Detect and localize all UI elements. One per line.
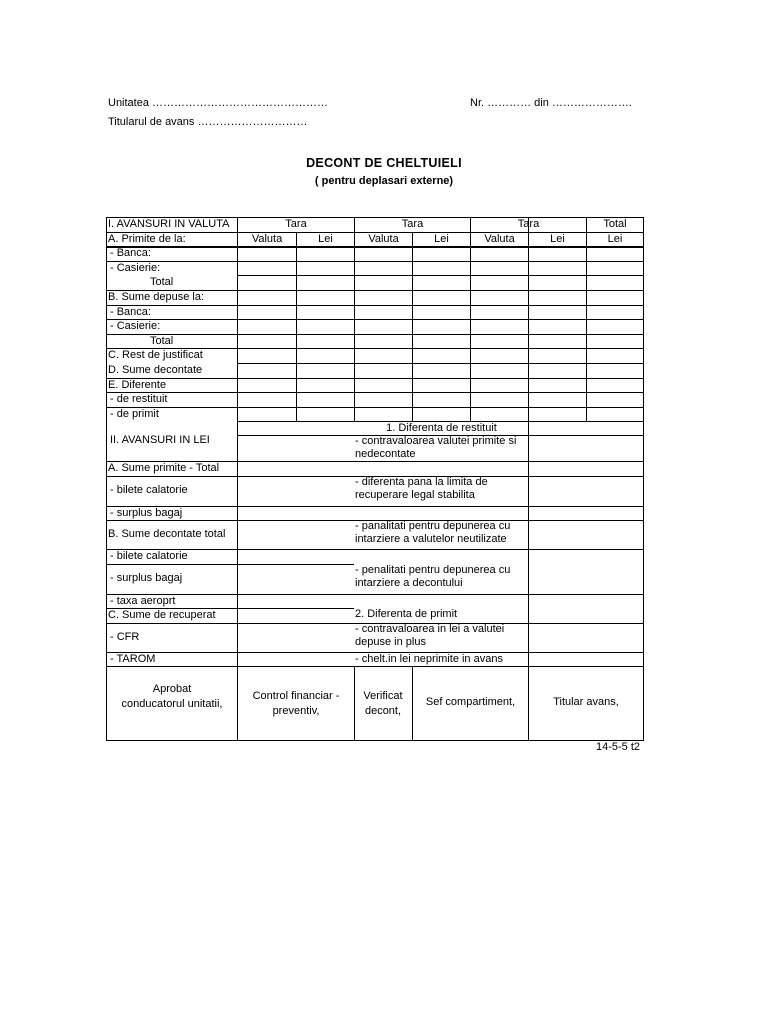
row-banca-1: - Banca: bbox=[110, 247, 151, 259]
signature-control-financiar: Control financiar - preventiv, bbox=[252, 690, 340, 717]
row-banca-2: - Banca: bbox=[110, 306, 151, 318]
col-lei-1: Lei bbox=[318, 233, 333, 245]
col-valuta-3: Valuta bbox=[484, 233, 515, 245]
signature-titular-avans: Titular avans, bbox=[553, 696, 619, 708]
contravaloarea-valutei-depuse: - contravaloarea in lei a valutei depuse in plus bbox=[355, 623, 505, 648]
row-bilete-calatorie-1: - bilete calatorie bbox=[110, 484, 188, 496]
diferenta-limita-recuperare: - diferenta pana la limita de recuperare legal stabilita bbox=[355, 476, 488, 501]
row-taxa-aeroport: - taxa aeroprt bbox=[110, 595, 176, 607]
col-lei-3: Lei bbox=[550, 233, 565, 245]
contravaloarea-valutei-nedecontate: - contravaloarea valutei primite si nedecontate bbox=[355, 435, 517, 460]
decont-form-table bbox=[106, 217, 644, 741]
tara-header-1: Tara bbox=[285, 218, 307, 230]
row-de-restituit: - de restituit bbox=[110, 393, 168, 405]
row-sume-primite-total: A. Sume primite - Total bbox=[108, 462, 220, 474]
unitatea-field: Unitatea ………………………………………… bbox=[108, 97, 329, 109]
cheltuieli-neprimite-avans: - chelt.in lei neprimite in avans bbox=[355, 653, 503, 665]
signature-verificat-decont: Verificat decont, bbox=[363, 690, 403, 717]
penalitati-valute-neutilizate: - panalitati pentru depunerea cu intarziere a valutelor neutilizate bbox=[355, 520, 511, 545]
row-sume-decontate: D. Sume decontate bbox=[108, 364, 203, 376]
row-casierie-1: - Casierie: bbox=[110, 262, 161, 274]
row-rest-de-justificat: C. Rest de justificat bbox=[108, 349, 203, 361]
row-bilete-calatorie-2: - bilete calatorie bbox=[110, 550, 188, 562]
document-title: DECONT DE CHELTUIELI bbox=[306, 156, 462, 170]
document-subtitle: ( pentru deplasari externe) bbox=[314, 175, 454, 187]
row-sume-decontate-total: B. Sume decontate total bbox=[108, 528, 226, 540]
signature-sef-compartiment: Sef compartiment, bbox=[425, 696, 516, 708]
row-tarom: - TAROM bbox=[110, 653, 156, 665]
row-total-1: Total bbox=[150, 276, 174, 288]
titular-avans-field: Titularul de avans ………………………… bbox=[108, 116, 308, 128]
row-primite-de-la: A. Primite de la: bbox=[108, 233, 186, 245]
signature-aprobat-conducator: Aprobat conducatorul unitatii, bbox=[121, 683, 223, 710]
nr-din-field: Nr. ………… din …………………. bbox=[470, 97, 632, 109]
row-surplus-bagaj-2: - surplus bagaj bbox=[110, 572, 183, 584]
row-de-primit: - de primit bbox=[110, 408, 159, 420]
row-casierie-2: - Casierie: bbox=[110, 320, 161, 332]
col-total-lei: Lei bbox=[607, 233, 623, 245]
tara-header-2: Tara bbox=[401, 218, 424, 230]
diferenta-de-restituit: 1. Diferenta de restituit bbox=[386, 422, 497, 434]
row-diferente: E. Diferente bbox=[108, 379, 167, 391]
tara-header-3: Tara bbox=[517, 218, 540, 230]
row-total-2: Total bbox=[150, 335, 174, 347]
row-surplus-bagaj-1: - surplus bagaj bbox=[110, 507, 183, 519]
section-1-title: I. AVANSURI IN VALUTA bbox=[108, 218, 230, 230]
col-valuta-1: Valuta bbox=[251, 233, 283, 245]
row-sume-depuse-la: B. Sume depuse la: bbox=[108, 291, 205, 303]
section-2-title: II. AVANSURI IN LEI bbox=[110, 434, 210, 446]
col-lei-2: Lei bbox=[434, 233, 449, 245]
penalitati-intarziere-decont: - penalitati pentru depunerea cu intarziere a decontului bbox=[355, 564, 511, 589]
row-sume-de-recuperat: C. Sume de recuperat bbox=[108, 609, 216, 621]
row-cfr: - CFR bbox=[110, 631, 140, 643]
form-code: 14-5-5 t2 bbox=[595, 741, 640, 753]
total-header: Total bbox=[603, 218, 627, 230]
col-valuta-2: Valuta bbox=[368, 233, 399, 245]
diferenta-de-primit: 2. Diferenta de primit bbox=[355, 608, 458, 620]
